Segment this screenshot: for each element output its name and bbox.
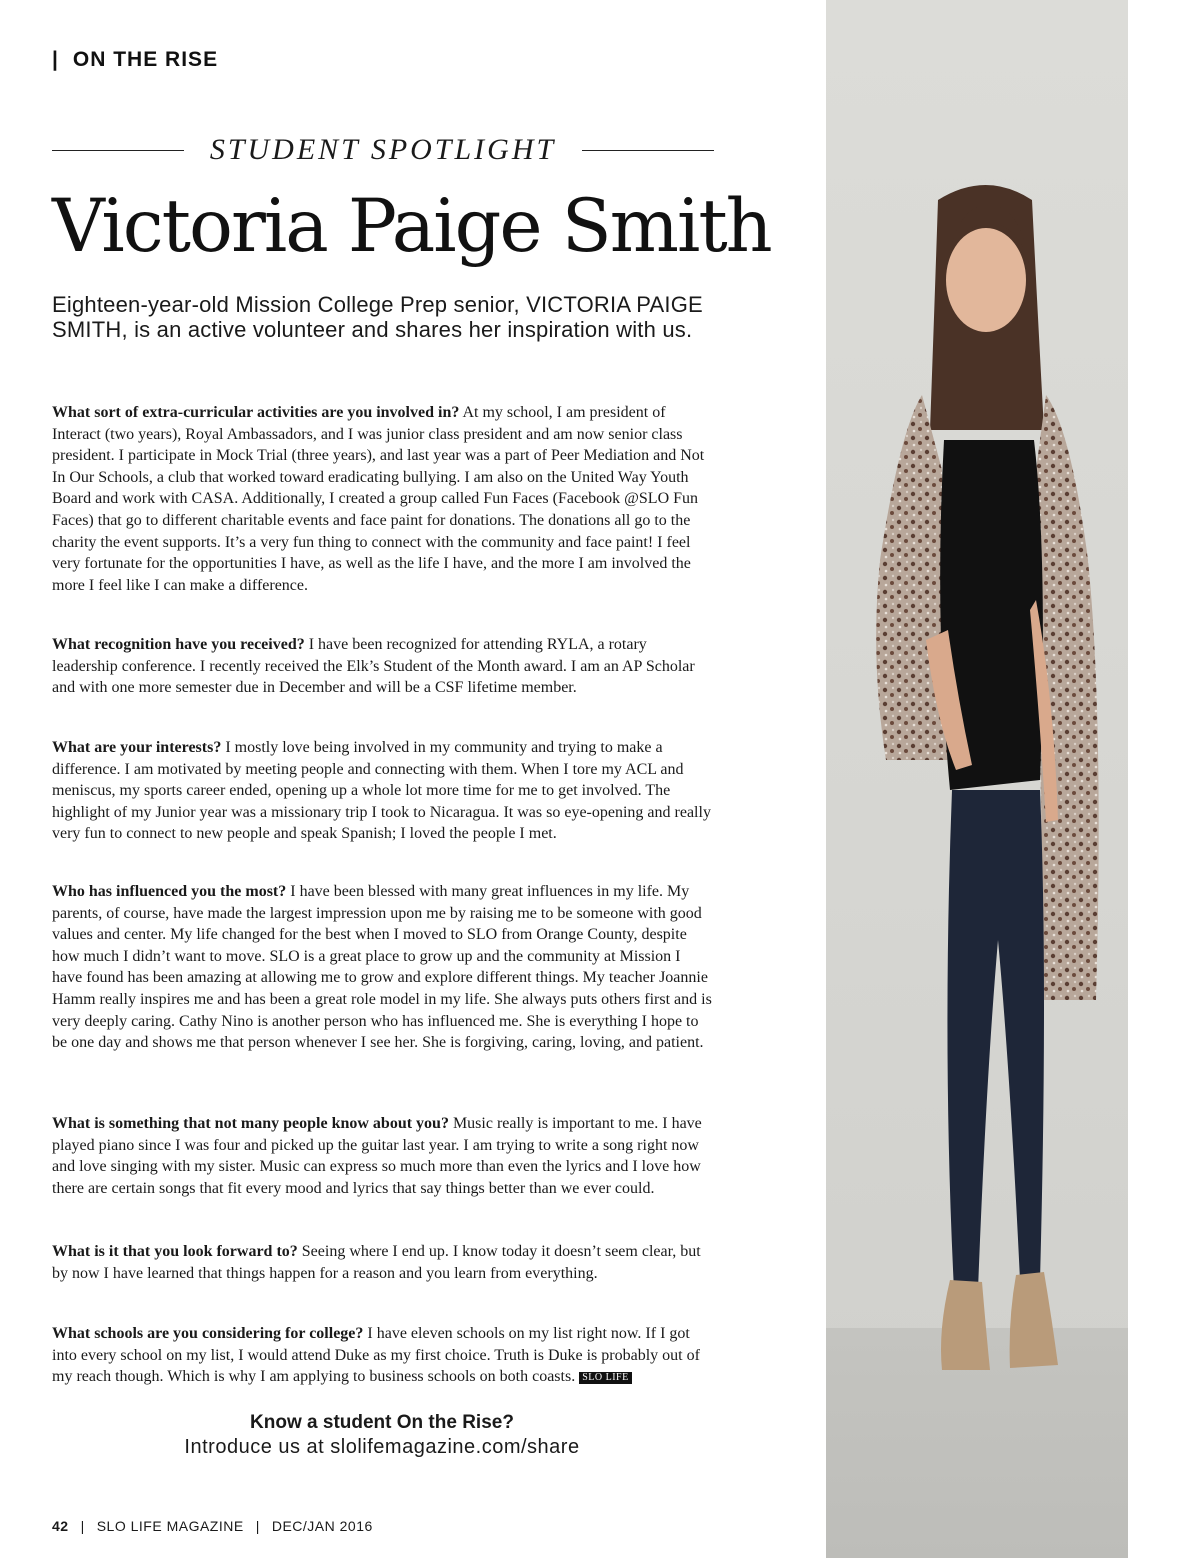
qa-question: What sort of extra-curricular activities are you involved in? xyxy=(52,404,460,421)
end-mark: SLO LIFE xyxy=(579,1372,632,1384)
footer-separator: | xyxy=(80,1518,85,1534)
publication-name: SLO LIFE MAGAZINE xyxy=(96,1518,244,1534)
page-footer xyxy=(52,1518,373,1534)
issue-date: DEC/JAN 2016 xyxy=(271,1518,373,1534)
qa-item xyxy=(52,1113,712,1199)
page-number: 42 xyxy=(52,1518,69,1534)
student-photo xyxy=(826,0,1128,1558)
footer-separator: | xyxy=(255,1518,260,1534)
qa-question: What are your interests? xyxy=(52,739,222,756)
article-dek: Eighteen-year-old Mission College Prep senior, VICTORIA PAIGE SMITH, is an active volunteer and shares her inspiration with us. xyxy=(52,292,703,342)
qa-item xyxy=(52,402,712,596)
qa-item xyxy=(52,737,712,845)
kicker-rule-right xyxy=(582,150,714,151)
kicker-rule-left xyxy=(52,150,184,151)
section-label-text: ON THE RISE xyxy=(72,48,219,71)
qa-answer: I have been blessed with many great influences in my life. My parents, of course, have made the largest impression upon me by raising me to be someone with good values and center. My life changed for the best when I moved to SLO from Orange County, despite how much I didn’t want to move. SLO is a great place to grow up and the community at Mission I have found has been amazing at allowing me to grow and explore different things. My teacher Joannie Hamm really inspires me and has been a great role model in my life. She always puts others first and is very deeply caring. Cathy Nino is another person who has influenced me. She is everything I hope to be one day and shows me that person whenever I see her. She is forgiving, caring, loving, and patient. xyxy=(52,883,712,1052)
qa-item xyxy=(52,634,712,699)
qa-answer: I have been recognized for attending RYLA, a rotary leadership conference. I recently received the Elk’s Student of the Month award. I am an AP Scholar and with one more semester due in December and will be a CSF lifetime member. xyxy=(52,636,695,697)
kicker: STUDENT SPOTLIGHT xyxy=(209,133,557,166)
qa-answer: Music really is important to me. I have played piano since I was four and picked up the guitar last year. I am trying to write a song right now and love singing with my sister. Music can express so much more than even the lyrics and I love how there are certain songs that fit every mood and lyrics that say things better than we ever could. xyxy=(52,1115,702,1197)
section-label xyxy=(52,48,218,72)
qa-answer: At my school, I am president of Interact (two years), Royal Ambassadors, and I was junior class president and am now senior class president. I participate in Mock Trial (three years), and last year was a part of Peer Mediation and Not In Our Schools, a club that worked toward eradicating bullying. I am also on the United Way Youth Board and work with CASA. Additionally, I created a group called Fun Faces (Facebook @SLO Fun Faces) that go to different charitable events and face paint for donations. The donations all go to the charity the event supports. It’s a very fun thing to connect with the community and face paint! I feel very fortunate for the opportunities I have, as well as the life I have, and the more I am involved the more I feel like I can make a difference. xyxy=(52,404,705,594)
qa-answer: I have eleven schools on my list right now. If I got into every school on my list, I would attend Duke as my first choice. Truth is Duke is probably out of my reach though. Which is why I am applying to business schools on both coasts. xyxy=(52,1325,700,1386)
qa-question: What schools are you considering for college? xyxy=(52,1325,364,1342)
qa-question: Who has influenced you the most? xyxy=(52,883,287,900)
qa-answer: Seeing where I end up. I know today it doesn’t seem clear, but by now I have learned that things happen for a reason and you learn from everything. xyxy=(52,1243,701,1282)
section-bar: | xyxy=(52,48,59,71)
qa-question: What is it that you look forward to? xyxy=(52,1243,298,1260)
kicker-row xyxy=(52,132,714,168)
student-figure xyxy=(826,0,1128,1558)
cta-title: Know a student On the Rise? xyxy=(250,1412,514,1433)
qa-question: What recognition have you received? xyxy=(52,636,305,653)
article-title: Victoria Paige Smith xyxy=(52,184,771,269)
qa-answer: I mostly love being involved in my community and trying to make a difference. I am motivated by meeting people and connecting with them. When I tore my ACL and meniscus, my sports career ended, opening up a whole lot more time for me to get involved. The highlight of my Junior year was a missionary trip I took to Nicaragua. It was so eye-opening and really very fun to connect to new people and speak Spanish; I loved the people I met. xyxy=(52,739,711,843)
qa-item xyxy=(52,881,712,1054)
qa-question: What is something that not many people know about you? xyxy=(52,1115,449,1132)
qa-item xyxy=(52,1323,712,1388)
qa-item xyxy=(52,1241,712,1284)
cta-link[interactable]: Introduce us at slolifemagazine.com/share xyxy=(184,1436,580,1458)
